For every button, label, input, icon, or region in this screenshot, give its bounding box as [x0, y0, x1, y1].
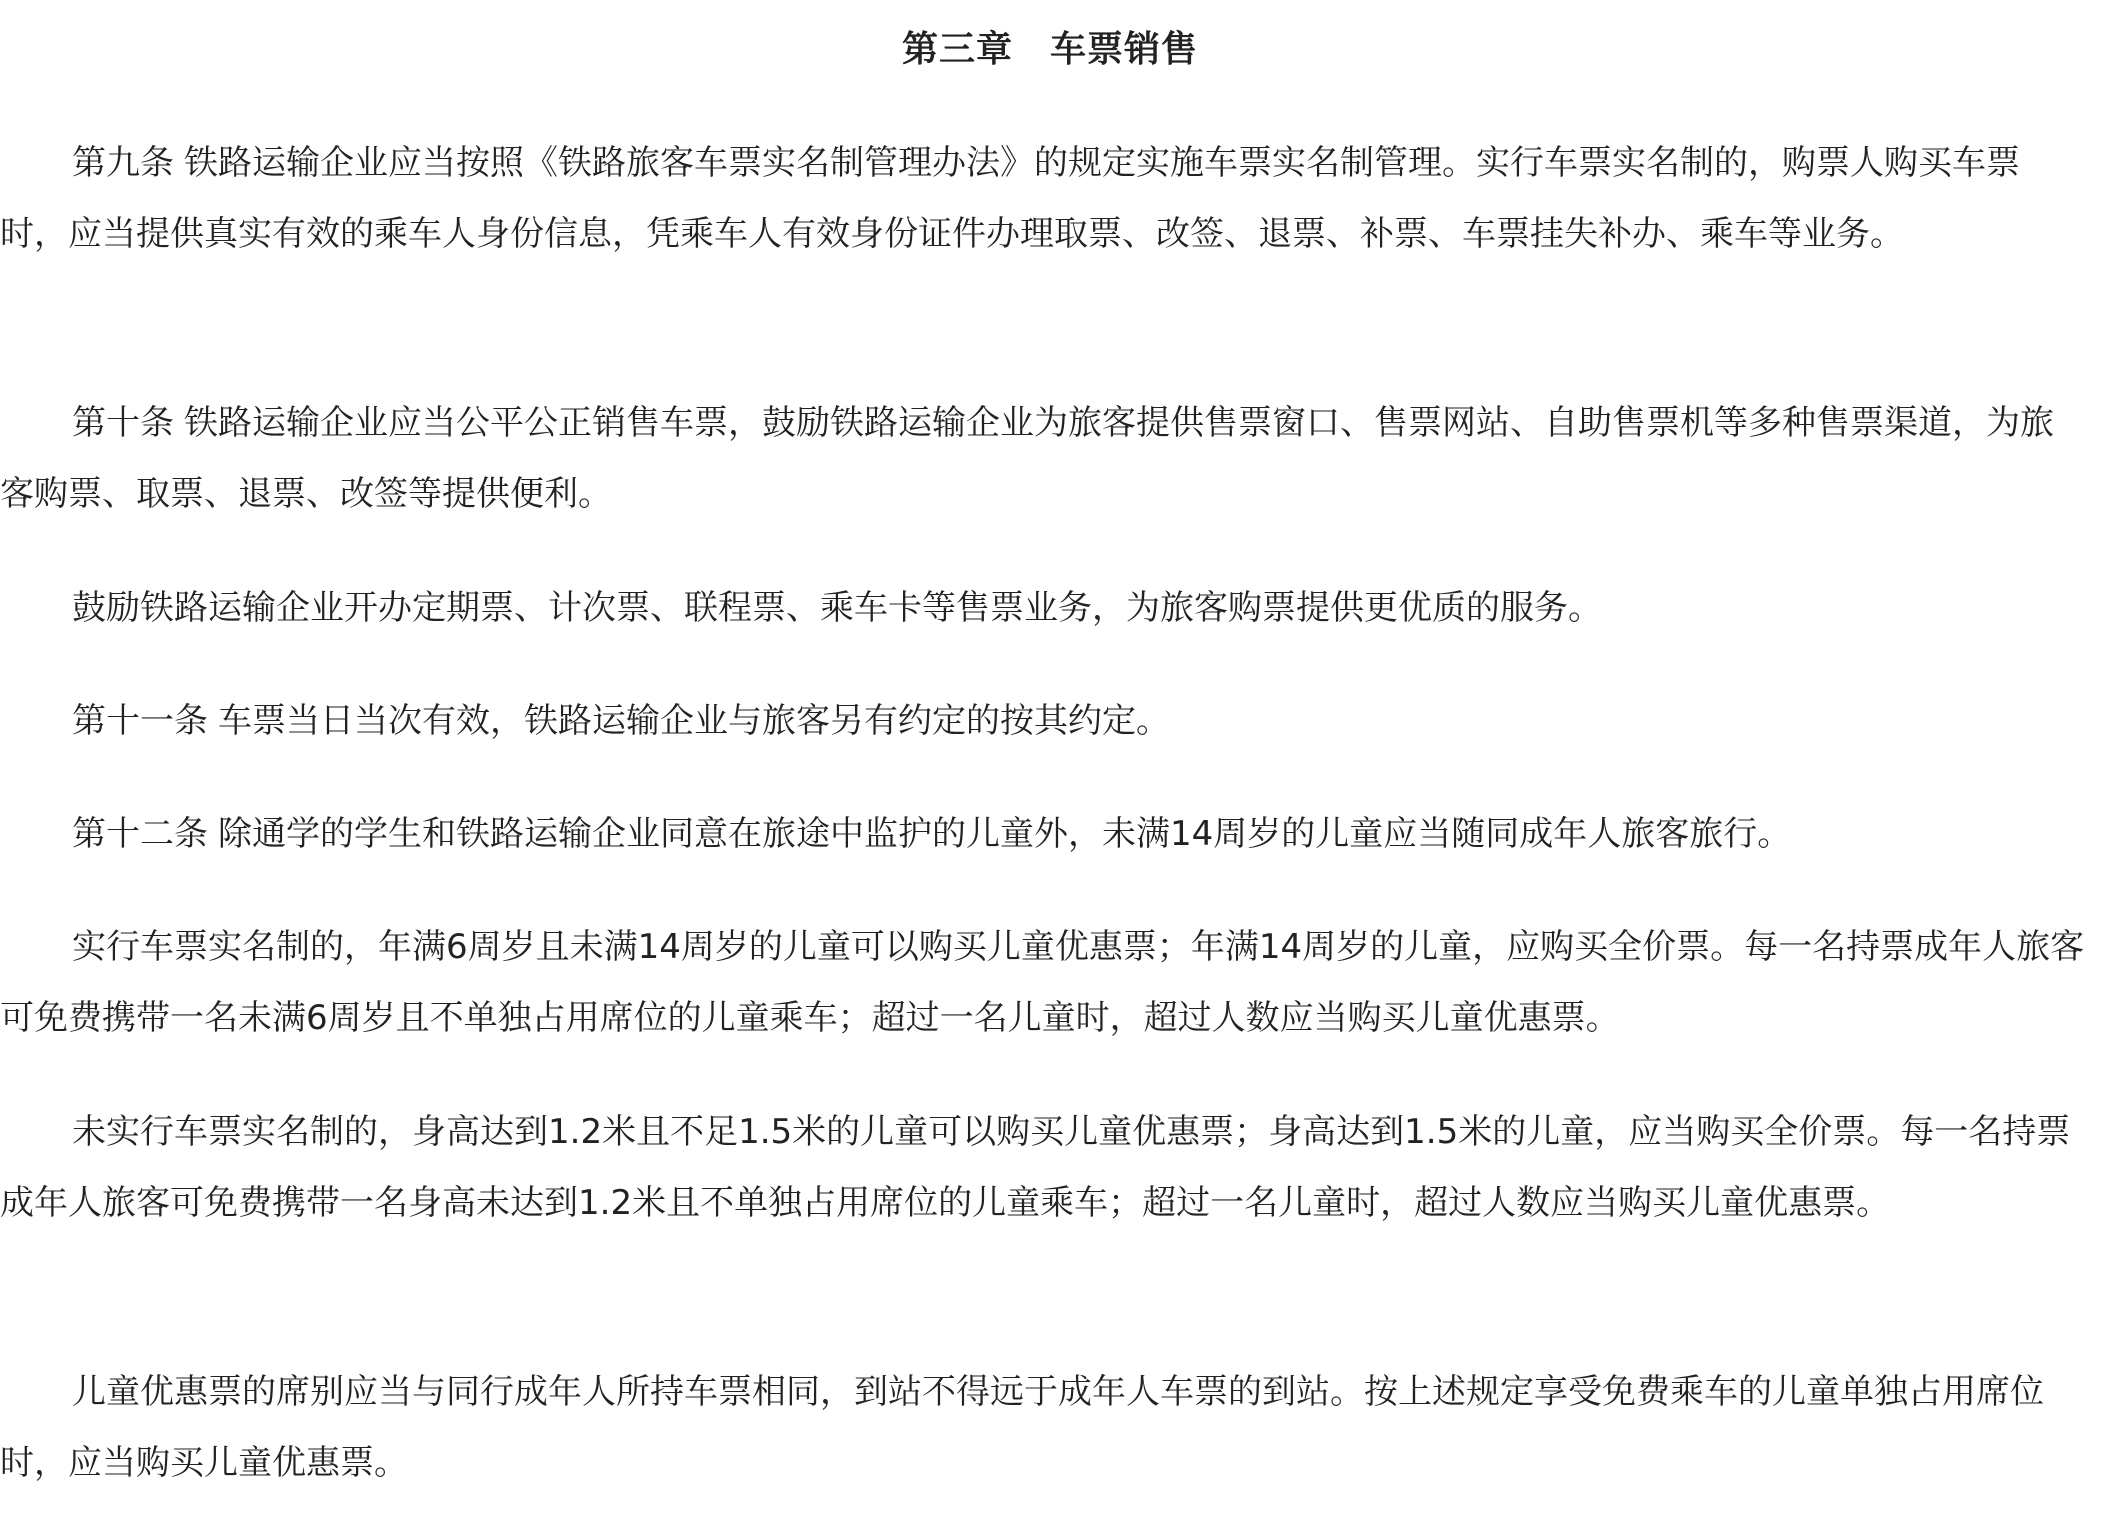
article-number: 第十二条 [72, 814, 208, 854]
article-number: 第十条 [72, 403, 174, 443]
paragraph-non-real-name-children [0, 1097, 2085, 1239]
article-number: 第十一条 [72, 701, 208, 741]
article-number: 第九条 [72, 143, 174, 183]
paragraph-real-name-children [0, 912, 2085, 1054]
paragraph-child-ticket-seating [0, 1357, 2085, 1499]
paragraph-article-9 [0, 128, 2085, 270]
paragraph-text: 除通学的学生和铁路运输企业同意在旅途中监护的儿童外，未满14周岁的儿童应当随同成年人旅客旅行。 [218, 814, 1792, 854]
paragraph-text: 儿童优惠票的席别应当与同行成年人所持车票相同，到站不得远于成年人车票的到站。按上述规定享受免费乘车的儿童单独占用席位时，应当购买儿童优惠票。 [0, 1372, 2044, 1483]
paragraph-ticket-services [0, 573, 2085, 644]
paragraph-text: 车票当日当次有效，铁路运输企业与旅客另有约定的按其约定。 [218, 701, 1170, 741]
paragraph-text: 铁路运输企业应当公平公正销售车票，鼓励铁路运输企业为旅客提供售票窗口、售票网站、自助售票机等多种售票渠道，为旅客购票、取票、退票、改签等提供便利。 [0, 403, 2054, 514]
paragraph-article-11 [0, 686, 2085, 757]
paragraph-text: 铁路运输企业应当按照《铁路旅客车票实名制管理办法》的规定实施车票实名制管理。实行车票实名制的，购票人购买车票时，应当提供真实有效的乘车人身份信息，凭乘车人有效身份证件办理取票、改签、退票、补票、车票挂失补办、乘车等业务。 [0, 143, 2020, 254]
chapter-title: 第三章 车票销售 [901, 29, 1198, 70]
paragraph-text: 鼓励铁路运输企业开办定期票、计次票、联程票、乘车卡等售票业务，为旅客购票提供更优质的服务。 [72, 588, 1602, 628]
paragraph-text: 实行车票实名制的，年满6周岁且未满14周岁的儿童可以购买儿童优惠票；年满14周岁的儿童，应购买全价票。每一名持票成年人旅客可免费携带一名未满6周岁且不单独占用席位的儿童乘车；超过一名儿童时，超过人数应当购买儿童优惠票。 [0, 927, 2085, 1038]
paragraph-article-10 [0, 388, 2085, 530]
paragraph-text: 未实行车票实名制的，身高达到1.2米且不足1.5米的儿童可以购买儿童优惠票；身高达到1.5米的儿童，应当购买全价票。每一名持票成年人旅客可免费携带一名身高未达到1.2米且不单独占用席位的儿童乘车；超过一名儿童时，超过人数应当购买儿童优惠票。 [0, 1112, 2071, 1223]
paragraph-article-12 [0, 799, 2085, 870]
